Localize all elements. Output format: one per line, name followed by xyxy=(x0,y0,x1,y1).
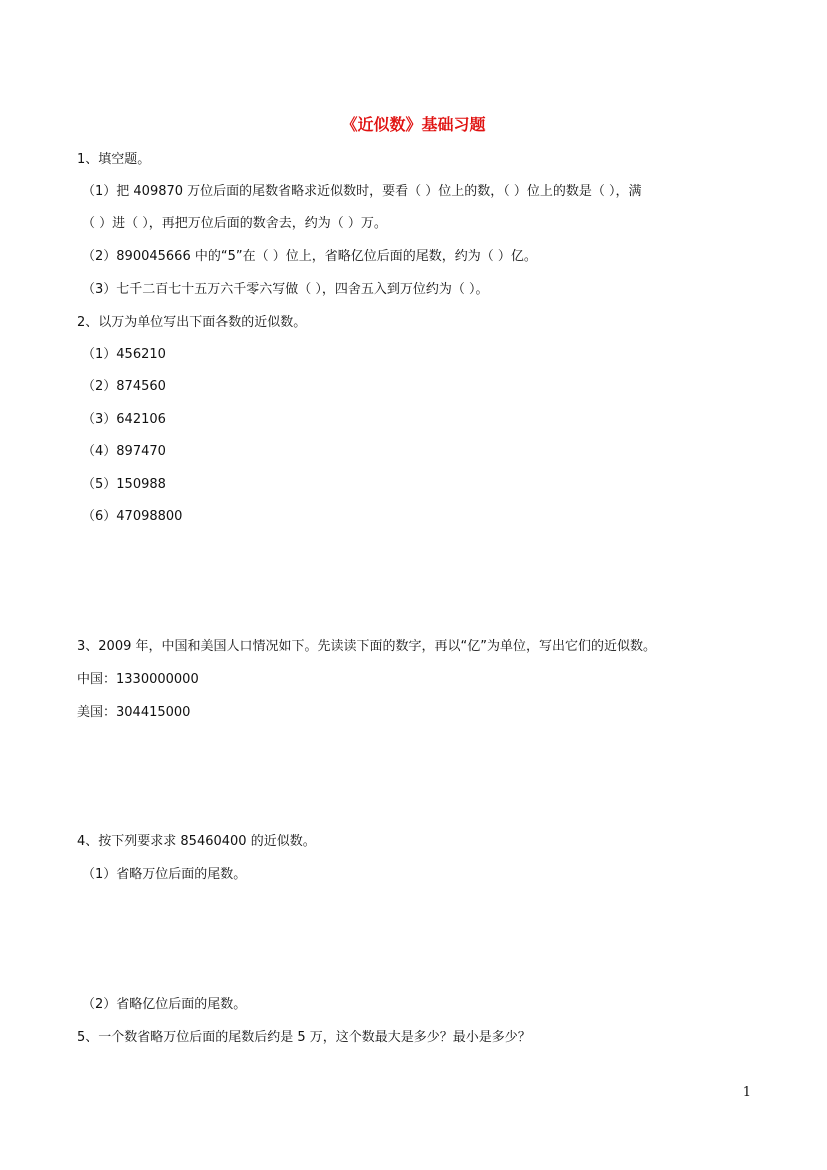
q3-usa: 美国：304415000 xyxy=(77,705,191,720)
q1-item2: （2）890045666 中的“5”在（ ）位上，省略亿位后面的尾数，约为（ ）亿。 xyxy=(82,249,537,264)
q2-item-5: （5）150988 xyxy=(82,477,166,492)
q2-item-6: （6）47098800 xyxy=(82,509,183,524)
page-title: 《近似数》基础习题 xyxy=(341,115,486,134)
q1-item1-line2: （ ）进（ ），再把万位后面的数舍去，约为（ ）万。 xyxy=(82,216,387,231)
page-number: 1 xyxy=(742,1085,751,1100)
q2-item-2: （2）874560 xyxy=(82,379,166,394)
q4-item2: （2）省略亿位后面的尾数。 xyxy=(82,997,247,1012)
q2-item-4: （4）897470 xyxy=(82,444,166,459)
q4-heading: 4、按下列要求求 85460400 的近似数。 xyxy=(77,834,316,849)
q4-item1: （1）省略万位后面的尾数。 xyxy=(82,867,247,882)
q2-heading: 2、以万为单位写出下面各数的近似数。 xyxy=(77,315,307,330)
q5-heading: 5、一个数省略万位后面的尾数后约是 5 万，这个数最大是多少？最小是多少？ xyxy=(77,1030,531,1045)
q3-heading: 3、2009 年，中国和美国人口情况如下。先读读下面的数字，再以“亿”为单位，写出它们的近似数。 xyxy=(77,639,656,654)
q1-heading: 1、填空题。 xyxy=(77,152,151,167)
q3-china: 中国：1330000000 xyxy=(77,672,199,687)
q1-item1-line1: （1）把 409870 万位后面的尾数省略求近似数时，要看（ ）位上的数，（ ）位上的数是（ ），满 xyxy=(82,184,642,199)
q1-item3: （3）七千二百七十五万六千零六写做（ ），四舍五入到万位约为（ ）。 xyxy=(82,282,489,297)
q2-item-3: （3）642106 xyxy=(82,412,166,427)
q2-item-1: （1）456210 xyxy=(82,347,166,362)
